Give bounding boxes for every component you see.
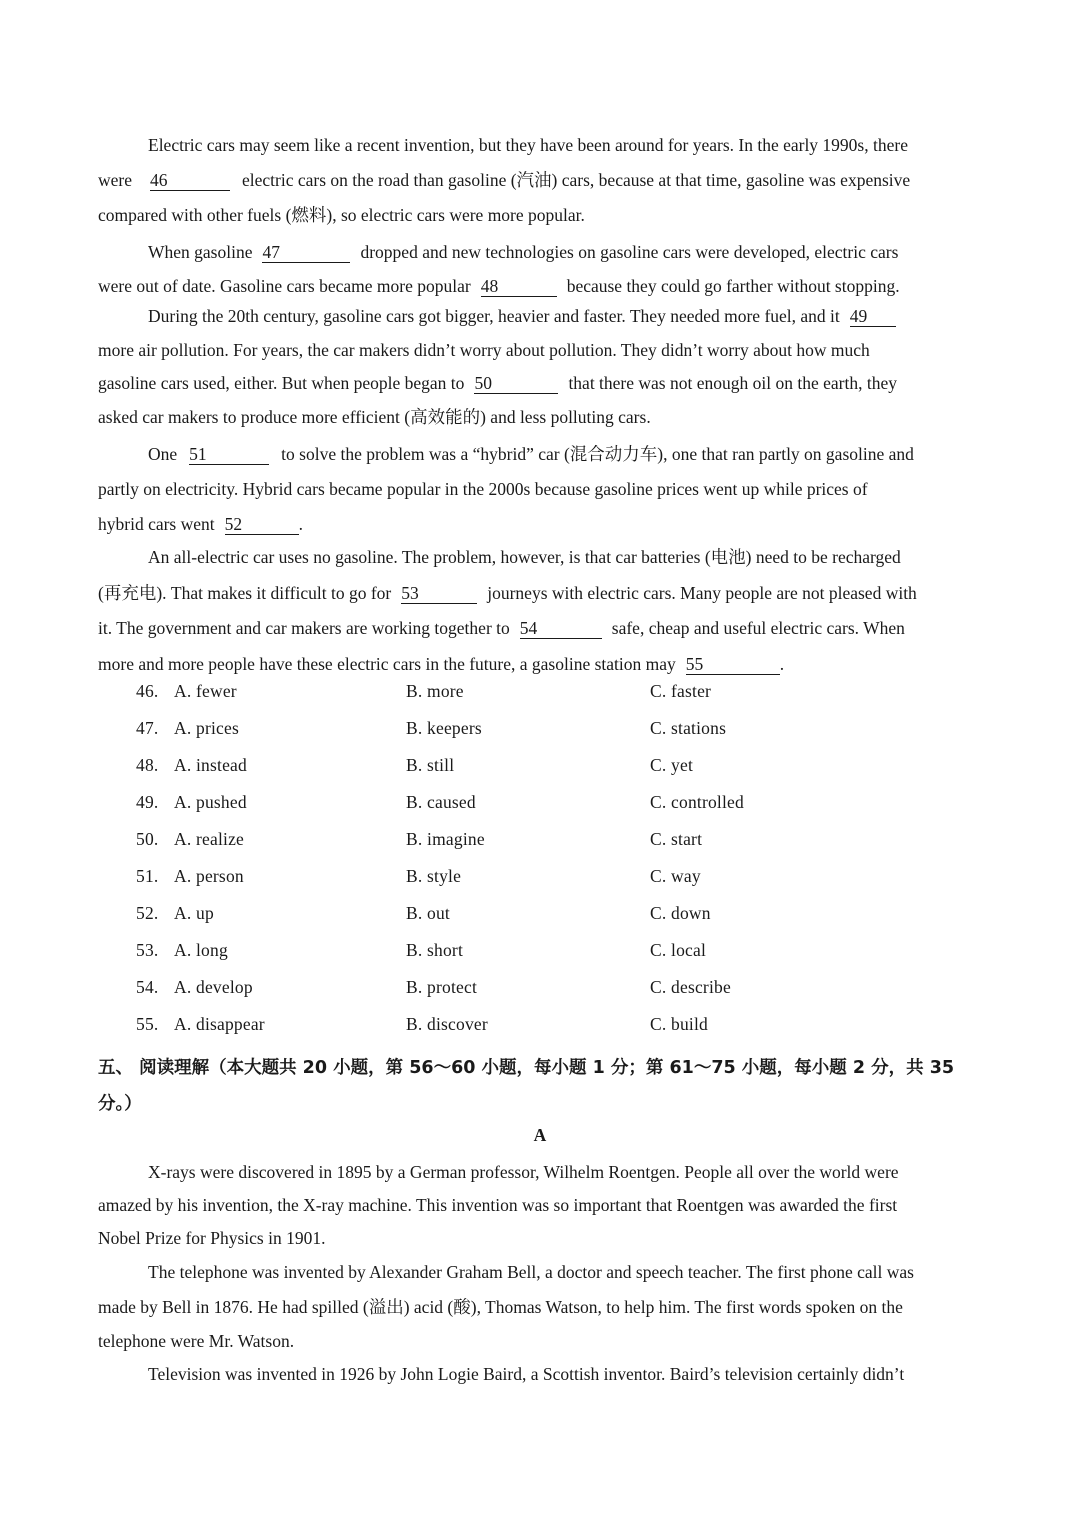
question-number: 52.	[136, 903, 159, 923]
option-a[interactable]: A. fewer	[174, 681, 237, 701]
text-fragment: gasoline cars used, either. But when people began to	[98, 373, 465, 393]
question-number: 46.	[136, 681, 159, 701]
passage-title: A	[533, 1125, 547, 1145]
option-row	[136, 940, 982, 970]
text-line	[98, 647, 982, 683]
text-line: asked car makers to produce more efficient (高效能的) and less polluting cars.	[98, 406, 651, 427]
option-a[interactable]: A. pushed	[174, 792, 247, 812]
reading-paragraph-3	[98, 1358, 982, 1391]
text-fragment: .	[779, 653, 785, 674]
text-line: An all-electric car uses no gasoline. The problem, however, is that car batteries (电池) need to be recharged	[148, 547, 901, 567]
cloze-paragraph-5	[98, 540, 982, 682]
text-fragment: When gasoline	[148, 242, 253, 262]
option-a[interactable]: A. person	[174, 866, 244, 886]
text-fragment: to solve the problem was a “hybrid” car (混合动力车), one that ran partly on gasoline and	[281, 444, 914, 464]
blank-50: 50	[474, 374, 558, 394]
text-line: compared with other fuels (燃料), so electric cars were more popular.	[98, 205, 585, 225]
question-number: 50.	[136, 829, 159, 849]
section-heading-line-1: 五、 阅读理解（本大题共 20 小题，第 56～60 小题，每小题 1 分；第 61～75 小题，每小题 2 分，共 35	[98, 1058, 955, 1078]
option-b[interactable]: B. imagine	[406, 829, 485, 849]
option-a[interactable]: A. up	[174, 903, 214, 923]
blank-55: 55	[686, 655, 780, 675]
text-line: X-rays were discovered in 1895 by a German professor, Wilhelm Roentgen. People all over the world were	[148, 1162, 899, 1182]
option-a[interactable]: A. long	[174, 940, 228, 960]
text-line: Electric cars may seem like a recent invention, but they have been around for years. In the early 1990s, there	[148, 135, 908, 155]
option-c[interactable]: C. describe	[650, 977, 731, 997]
question-number: 48.	[136, 755, 159, 775]
option-c[interactable]: C. way	[650, 866, 701, 886]
blank-47: 47	[262, 243, 350, 263]
section-heading-line-2: 分。）	[98, 1094, 142, 1114]
option-row	[136, 755, 982, 785]
option-a[interactable]: A. develop	[174, 977, 253, 997]
option-c[interactable]: C. down	[650, 903, 711, 923]
blank-46: 46	[150, 171, 230, 191]
option-c[interactable]: C. faster	[650, 681, 712, 701]
blank-54: 54	[520, 619, 602, 639]
cloze-paragraph-1	[98, 128, 982, 233]
text-line	[98, 576, 982, 612]
text-fragment: During the 20th century, gasoline cars got bigger, heavier and faster. They needed more fuel, and it	[148, 306, 840, 326]
option-row	[136, 681, 982, 711]
question-number: 54.	[136, 977, 159, 997]
reading-paragraph-1	[98, 1156, 982, 1255]
option-row	[136, 977, 982, 1007]
question-number: 47.	[136, 718, 159, 738]
text-line	[98, 437, 982, 472]
option-a[interactable]: A. disappear	[174, 1014, 265, 1034]
text-line: made by Bell in 1876. He had spilled (溢出) acid (酸), Thomas Watson, to help him. The first words spoken on the	[98, 1296, 903, 1317]
question-number: 51.	[136, 866, 159, 886]
option-b[interactable]: B. keepers	[406, 718, 482, 738]
option-b[interactable]: B. style	[406, 866, 462, 886]
option-b[interactable]: B. caused	[406, 792, 476, 812]
text-line: Nobel Prize for Physics in 1901.	[98, 1228, 326, 1248]
option-c[interactable]: C. local	[650, 940, 707, 960]
text-line	[98, 611, 982, 647]
text-fragment: safe, cheap and useful electric cars. When	[611, 618, 905, 638]
text-line	[98, 300, 982, 334]
option-row	[136, 1014, 982, 1044]
text-fragment: dropped and new technologies on gasoline cars were developed, electric cars	[360, 242, 899, 262]
question-number: 55.	[136, 1014, 159, 1034]
option-b[interactable]: B. discover	[406, 1014, 488, 1034]
text-line: more air pollution. For years, the car makers didn’t worry about pollution. They didn’t worry about how much	[98, 339, 870, 360]
option-b[interactable]: B. still	[406, 755, 455, 775]
text-line: amazed by his invention, the X-ray machine. This invention was so important that Roentgen was awarded the first	[98, 1195, 898, 1215]
reading-paragraph-2	[98, 1255, 982, 1359]
blank-52: 52	[225, 515, 299, 535]
text-line	[98, 235, 982, 269]
option-a[interactable]: A. realize	[174, 829, 245, 849]
text-fragment: it. The government and car makers are working together to	[98, 618, 510, 638]
option-row	[136, 829, 982, 859]
option-c[interactable]: C. controlled	[650, 792, 744, 812]
option-b[interactable]: B. more	[406, 681, 464, 701]
text-line	[98, 163, 982, 198]
text-line: telephone were Mr. Watson.	[98, 1331, 295, 1351]
text-fragment: because they could go farther without stopping.	[566, 276, 900, 296]
question-number: 49.	[136, 792, 159, 812]
option-row	[136, 903, 982, 933]
option-b[interactable]: B. protect	[406, 977, 478, 997]
option-c[interactable]: C. build	[650, 1014, 708, 1034]
text-line	[98, 367, 982, 401]
text-fragment: journeys with electric cars. Many people are not pleased with	[487, 582, 917, 603]
text-fragment: were	[98, 170, 133, 190]
option-b[interactable]: B. out	[406, 903, 450, 923]
option-row	[136, 718, 982, 748]
text-fragment: that there was not enough oil on the earth, they	[568, 373, 897, 393]
text-fragment: more and more people have these electric cars in the future, a gasoline station may	[98, 653, 676, 674]
option-b[interactable]: B. short	[406, 940, 464, 960]
text-fragment: electric cars on the road than gasoline (汽油) cars, because at that time, gasoline was expensive	[242, 170, 911, 190]
cloze-paragraph-3	[98, 300, 982, 434]
text-line	[98, 269, 982, 303]
option-c[interactable]: C. start	[650, 829, 703, 849]
blank-49: 49	[850, 307, 896, 327]
option-c[interactable]: C. yet	[650, 755, 694, 775]
text-line: The telephone was invented by Alexander Graham Bell, a doctor and speech teacher. The first phone call was	[148, 1262, 914, 1282]
question-number: 53.	[136, 940, 159, 960]
text-fragment: were out of date. Gasoline cars became more popular	[98, 276, 471, 296]
text-line: Television was invented in 1926 by John Logie Baird, a Scottish inventor. Baird’s television certainly didn’t	[148, 1364, 905, 1384]
option-row	[136, 792, 982, 822]
option-c[interactable]: C. stations	[650, 718, 727, 738]
text-fragment: hybrid cars went	[98, 514, 215, 534]
option-a[interactable]: A. prices	[174, 718, 239, 738]
blank-53: 53	[401, 584, 477, 604]
cloze-paragraph-4	[98, 437, 982, 542]
option-row	[136, 866, 982, 896]
option-a[interactable]: A. instead	[174, 755, 247, 775]
text-line: partly on electricity. Hybrid cars became popular in the 2000s because gasoline prices went up while prices of	[98, 479, 868, 499]
cloze-paragraph-2	[98, 235, 982, 303]
text-line	[98, 507, 982, 542]
text-fragment: .	[298, 514, 304, 534]
section-heading	[98, 1050, 982, 1122]
text-fragment: One	[148, 444, 178, 464]
blank-51: 51	[189, 445, 269, 465]
text-fragment: (再充电). That makes it difficult to go for	[98, 582, 392, 603]
blank-48: 48	[481, 277, 557, 297]
